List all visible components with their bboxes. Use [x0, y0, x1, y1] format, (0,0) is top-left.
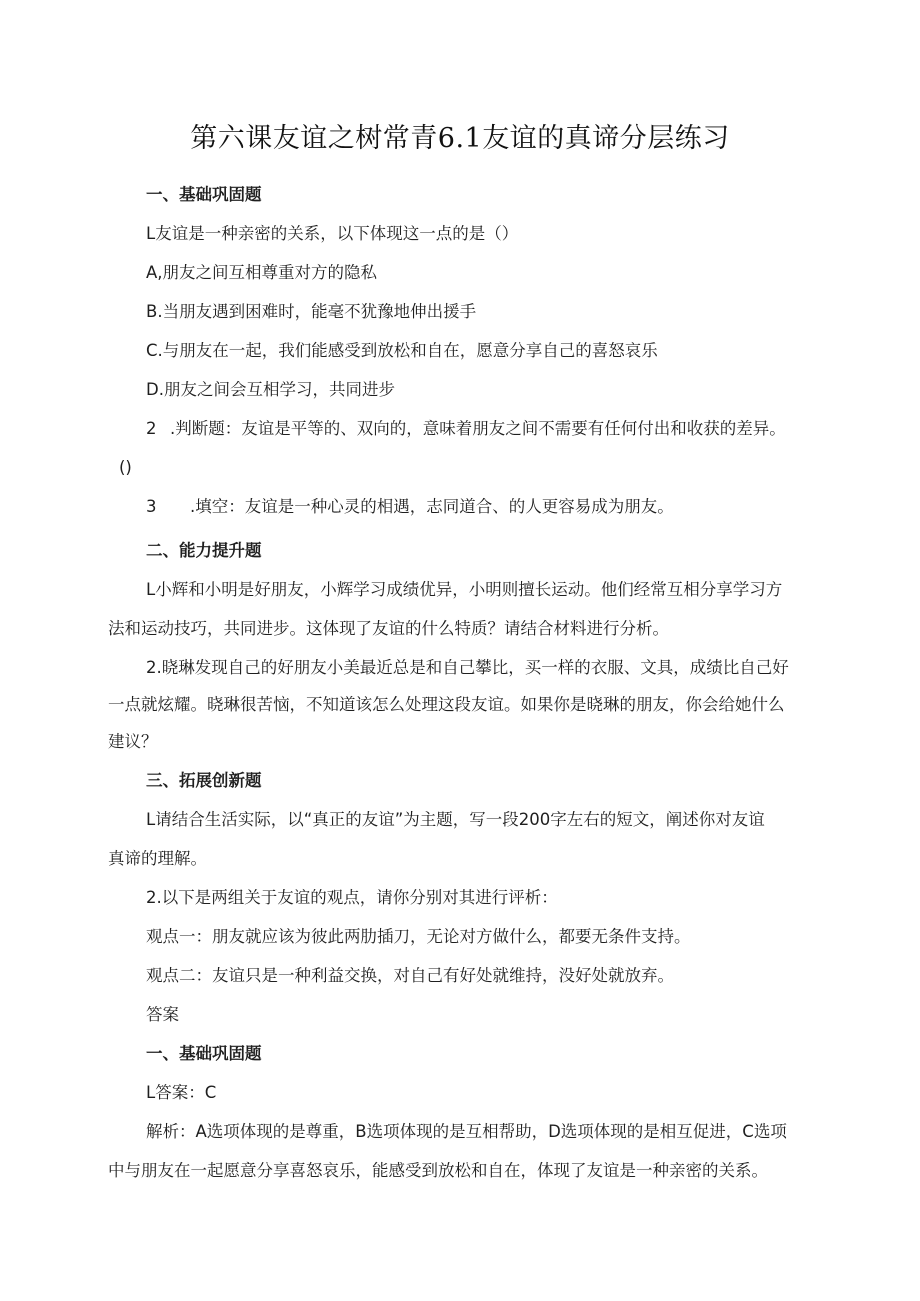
answer-parentheses: ()	[119, 458, 132, 477]
question-expand-2: 2.以下是两组关于友谊的观点，请你分别对其进行评析：	[146, 888, 558, 907]
option-a: A,朋友之间互相尊重对方的隐私	[146, 263, 378, 282]
question-text: .填空：友谊是一种心灵的相遇，志同道合、的人更容易成为朋友。	[190, 497, 674, 516]
question-basic-1: L友谊是一种亲密的关系，以下体现这一点的是（）	[146, 224, 519, 243]
option-d: D.朋友之间会互相学习，共同进步	[146, 380, 395, 399]
question-ability-1-line-2: 法和运动技巧，共同进步。这体现了友谊的什么特质？请结合材料进行分析。	[108, 619, 669, 638]
question-number: 2	[146, 419, 157, 438]
answer-analysis-line-2: 中与朋友在一起愿意分享喜怒哀乐，能感受到放松和自在，体现了友谊是一种亲密的关系。	[108, 1161, 768, 1180]
section-heading-basic: 一、基础巩固题	[146, 185, 262, 204]
question-number: 3	[146, 497, 157, 516]
question-basic-3	[146, 496, 674, 518]
viewpoint-one: 观点一：朋友就应该为彼此两肋插刀，无论对方做什么，都要无条件支持。	[146, 927, 691, 946]
answer-q1: L答案：C	[146, 1083, 217, 1102]
question-ability-1-line-1: L小辉和小明是好朋友，小辉学习成绩优异，小明则擅长运动。他们经常互相分享学习方	[146, 580, 783, 599]
question-ability-2-line-3: 建议？	[108, 732, 158, 751]
question-expand-1-line-1: L请结合生活实际，以“真正的友谊”为主题，写一段200字左右的短文，阐述你对友谊	[146, 810, 765, 829]
answer-label: 答案	[146, 1005, 179, 1024]
question-expand-1-line-2: 真谛的理解。	[108, 849, 207, 868]
question-text: .判断题：友谊是平等的、双向的，意味着朋友之间不需要有任何付出和收获的差异。	[170, 419, 786, 438]
section-heading-ability: 二、能力提升题	[146, 541, 262, 560]
option-b: B.当朋友遇到困难时，能毫不犹豫地伸出援手	[146, 302, 477, 321]
question-basic-2	[146, 418, 786, 440]
question-ability-2-line-1: 2.晓琳发现自己的好朋友小美最近总是和自己攀比，买一样的衣服、文具，成绩比自己好	[146, 658, 789, 677]
option-c: C.与朋友在一起，我们能感受到放松和自在，愿意分享自己的喜怒哀乐	[146, 341, 658, 360]
question-ability-2-line-2: 一点就炫耀。晓琳很苦恼，不知道该怎么处理这段友谊。如果你是晓琳的朋友，你会给她什么	[108, 695, 785, 714]
viewpoint-two: 观点二：友谊只是一种利益交换，对自己有好处就维持，没好处就放弃。	[146, 966, 674, 985]
page-title: 第六课友谊之树常青6.1友谊的真谛分层练习	[190, 123, 730, 154]
answer-analysis-line-1: 解析：A选项体现的是尊重，B选项体现的是互相帮助，D选项体现的是相互促进，C选项	[146, 1122, 787, 1141]
section-heading-expand: 三、拓展创新题	[146, 771, 262, 790]
answer-section-heading-basic: 一、基础巩固题	[146, 1044, 262, 1063]
